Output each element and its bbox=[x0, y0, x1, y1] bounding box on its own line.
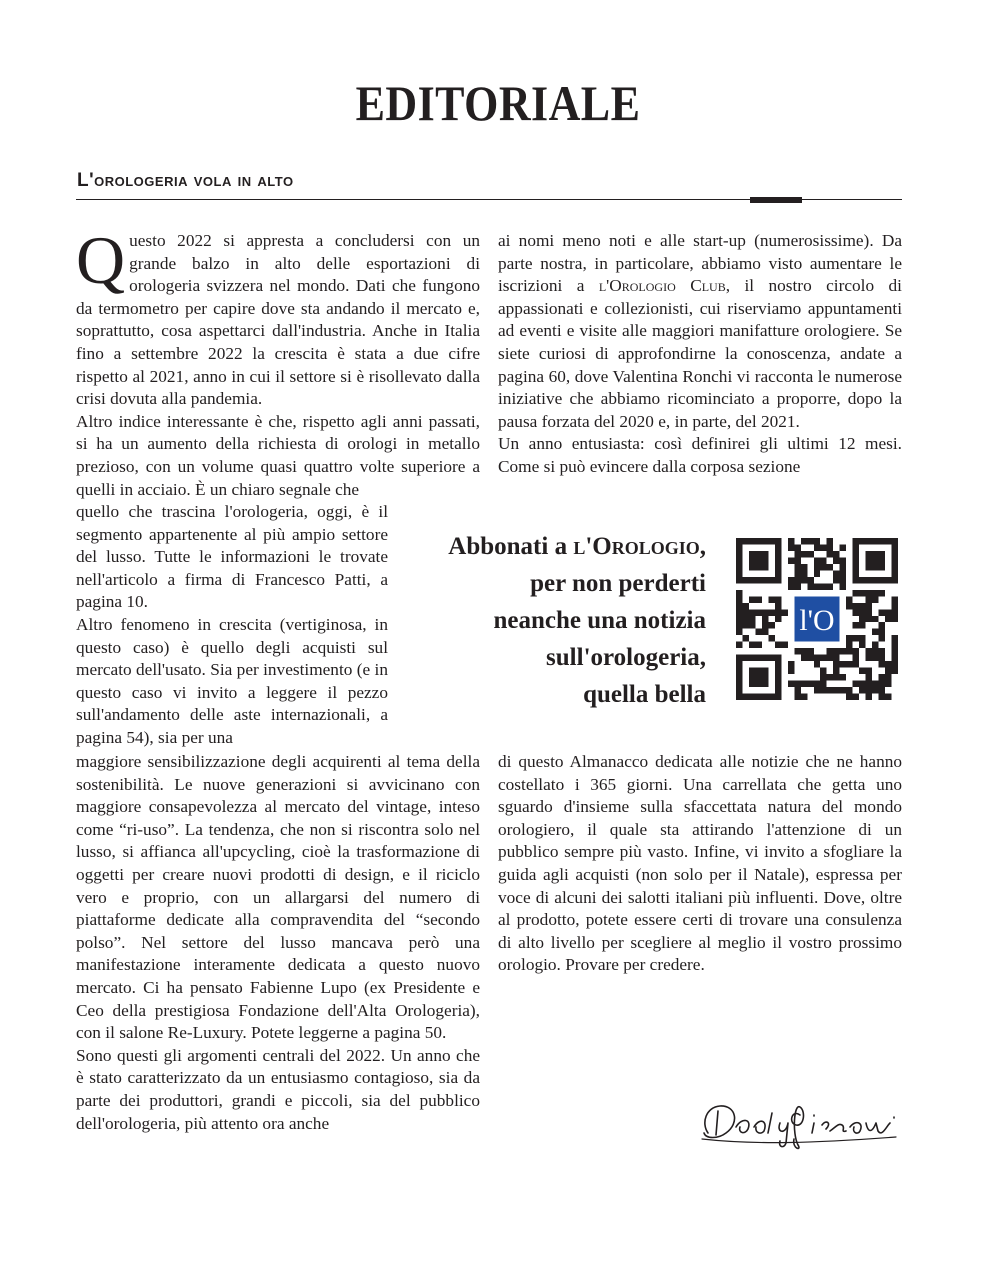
qr-module bbox=[827, 655, 833, 661]
qr-module bbox=[775, 616, 781, 622]
qr-module bbox=[885, 609, 891, 615]
promo-line-2: per non perderti bbox=[530, 570, 706, 597]
qr-module bbox=[749, 642, 755, 648]
qr-module bbox=[859, 622, 865, 628]
qr-module bbox=[872, 681, 878, 687]
qr-module bbox=[853, 648, 859, 654]
qr-module bbox=[801, 655, 807, 661]
qr-module bbox=[840, 687, 846, 693]
qr-module bbox=[892, 661, 898, 667]
qr-module bbox=[885, 681, 891, 687]
qr-module bbox=[788, 577, 794, 583]
qr-module bbox=[833, 557, 839, 563]
section-subtitle: L'orologeria vola in alto bbox=[77, 170, 294, 191]
qr-module bbox=[788, 681, 794, 687]
qr-module bbox=[749, 622, 755, 628]
qr-module bbox=[794, 681, 800, 687]
paragraph-metals: Altro indice interessante è che, rispetto agli anni passati, si ha un aumento della richiesta di orologi in metallo prezioso, con un volume quasi quattro volte superiore a quelli in acciaio. È un chiaro segnale che bbox=[76, 411, 480, 499]
qr-module bbox=[885, 661, 891, 667]
qr-module bbox=[762, 616, 768, 622]
qr-module bbox=[814, 661, 820, 667]
qr-module bbox=[801, 570, 807, 576]
qr-module bbox=[892, 596, 898, 602]
qr-module bbox=[827, 564, 833, 570]
qr-module bbox=[833, 655, 839, 661]
qr-module bbox=[736, 603, 742, 609]
qr-module bbox=[827, 674, 833, 680]
qr-module bbox=[755, 629, 761, 635]
qr-module bbox=[879, 694, 885, 700]
qr-module bbox=[859, 603, 865, 609]
qr-module bbox=[879, 648, 885, 654]
qr-module bbox=[866, 681, 872, 687]
promo-line-3: neanche una notizia bbox=[493, 607, 706, 634]
promo-line-5: quella bella bbox=[583, 681, 706, 708]
qr-module bbox=[736, 616, 742, 622]
qr-module bbox=[742, 609, 748, 615]
qr-module bbox=[892, 616, 898, 622]
qr-module bbox=[879, 687, 885, 693]
qr-module bbox=[807, 577, 813, 583]
qr-module bbox=[833, 570, 839, 576]
editor-signature bbox=[696, 1093, 902, 1153]
qr-module bbox=[885, 668, 891, 674]
qr-module bbox=[742, 622, 748, 628]
qr-module bbox=[833, 577, 839, 583]
qr-module bbox=[859, 642, 865, 648]
qr-module bbox=[866, 609, 872, 615]
qr-module bbox=[814, 583, 820, 589]
qr-module bbox=[807, 648, 813, 654]
qr-module bbox=[794, 557, 800, 563]
qr-module bbox=[736, 642, 742, 648]
qr-module bbox=[866, 596, 872, 602]
qr-module bbox=[853, 590, 859, 596]
qr-module bbox=[853, 603, 859, 609]
qr-module bbox=[866, 590, 872, 596]
qr-module bbox=[814, 570, 820, 576]
qr-module bbox=[801, 538, 807, 544]
left-column-top bbox=[76, 222, 480, 501]
qr-module bbox=[872, 648, 878, 654]
brand-name: l'Orologio bbox=[573, 533, 700, 560]
qr-module bbox=[807, 551, 813, 557]
qr-module bbox=[736, 629, 742, 635]
promo-line-1: Abbonati a l'Orologio, bbox=[448, 533, 706, 560]
qr-module bbox=[866, 687, 872, 693]
qr-module bbox=[801, 681, 807, 687]
qr-module bbox=[801, 551, 807, 557]
qr-module bbox=[755, 642, 761, 648]
qr-module bbox=[879, 674, 885, 680]
qr-module bbox=[840, 544, 846, 550]
qr-module bbox=[866, 655, 872, 661]
qr-module bbox=[885, 616, 891, 622]
qr-module bbox=[872, 590, 878, 596]
qr-module bbox=[788, 538, 794, 544]
qr-module bbox=[859, 681, 865, 687]
paragraph-luxury: quello che trascina l'orologeria, oggi, è il segmento appartenente al più ampio settore del lusso. Tutte le informazioni le trovate nell'articolo a firma di Francesco Patti, a pagina 10. bbox=[76, 502, 388, 612]
qr-module bbox=[807, 655, 813, 661]
qr-module bbox=[866, 668, 872, 674]
qr-module bbox=[820, 674, 826, 680]
qr-module bbox=[794, 687, 800, 693]
qr-module bbox=[846, 642, 852, 648]
qr-module bbox=[820, 687, 826, 693]
qr-module bbox=[827, 551, 833, 557]
qr-module bbox=[872, 616, 878, 622]
qr-module bbox=[807, 583, 813, 589]
club-name: l'Orologio Club bbox=[598, 276, 726, 296]
qr-module bbox=[853, 655, 859, 661]
qr-module bbox=[892, 668, 898, 674]
qr-module bbox=[846, 687, 852, 693]
qr-module bbox=[788, 661, 794, 667]
qr-module bbox=[762, 629, 768, 635]
paragraph-sustainability: maggiore sensibilizzazione degli acquirenti al tema della sostenibilità. Le nuove generazioni si avvicinano con maggiore consapevolezza al mercato del vintage, inteso come “ri-uso”. La tendenza, che non si riscontra solo nel lusso, si affianca all'upcycling, cioè la trasformazione di oggetti per creare nuovi prodotti di design, e il riciclo vero e proprio, con un allargarsi del numero di piattaforme dedicate alla compravendita del “secondo polso”. Nel settore del lusso mancava però una manifestazione interamente dedicata a questo nuovo mercato. Ci ha pensato Fabienne Lupo (ex Presidente e Ceo della prestigiosa Fondazione dell'Alta Orologeria), con il salone Re-Luxury. Potete leggerne a pagina 50. bbox=[76, 752, 480, 1043]
qr-module bbox=[879, 661, 885, 667]
qr-module bbox=[892, 655, 898, 661]
qr-module bbox=[827, 583, 833, 589]
qr-module bbox=[833, 551, 839, 557]
qr-module bbox=[736, 609, 742, 615]
header-rule-tab bbox=[750, 197, 802, 203]
qr-module bbox=[814, 538, 820, 544]
qr-module bbox=[742, 635, 748, 641]
qr-module bbox=[768, 635, 774, 641]
qr-module bbox=[872, 655, 878, 661]
qr-module bbox=[794, 648, 800, 654]
qr-module bbox=[820, 668, 826, 674]
qr-module bbox=[840, 674, 846, 680]
qr-module bbox=[885, 674, 891, 680]
qr-module bbox=[762, 609, 768, 615]
qr-module bbox=[840, 648, 846, 654]
qr-module bbox=[853, 635, 859, 641]
paragraph-club: ai nomi meno noti e alle start-up (numerosissime). Da parte nostra, in particolare, abbiamo visto aumentare le iscrizioni a l'Orologio Club, il nostro circolo di appassionati e collezionisti, cui riserviamo appuntamenti ad eventi e visite alle maggiori manifatture orologiere. Se siete curiosi di approfondirne la conoscenza, andate a pagina 60, dove Valentina Ronchi vi racconta le numerose iniziative che abbiamo ricominciato a proporre, dopo la pausa forzata del 2020 e, in parte, del 2021. bbox=[498, 231, 902, 431]
qr-module bbox=[794, 577, 800, 583]
qr-module bbox=[820, 564, 826, 570]
qr-module bbox=[807, 538, 813, 544]
qr-module bbox=[833, 687, 839, 693]
qr-module bbox=[859, 590, 865, 596]
qr-module bbox=[833, 648, 839, 654]
qr-module bbox=[736, 622, 742, 628]
qr-module bbox=[736, 596, 742, 602]
qr-module bbox=[872, 629, 878, 635]
qr-module bbox=[879, 590, 885, 596]
qr-module bbox=[801, 648, 807, 654]
qr-module bbox=[801, 694, 807, 700]
qr-module bbox=[814, 687, 820, 693]
qr-module bbox=[820, 557, 826, 563]
qr-module bbox=[801, 577, 807, 583]
drop-cap: Q bbox=[76, 222, 126, 298]
qr-module bbox=[775, 603, 781, 609]
qr-module bbox=[879, 622, 885, 628]
qr-module bbox=[840, 557, 846, 563]
qr-module bbox=[879, 635, 885, 641]
qr-module bbox=[866, 603, 872, 609]
qr-module bbox=[840, 583, 846, 589]
qr-module bbox=[859, 609, 865, 615]
qr-module bbox=[879, 609, 885, 615]
qr-module bbox=[840, 570, 846, 576]
qr-module bbox=[833, 674, 839, 680]
qr-module bbox=[749, 616, 755, 622]
qr-module bbox=[866, 648, 872, 654]
qr-module bbox=[892, 642, 898, 648]
qr-module bbox=[866, 694, 872, 700]
qr-module bbox=[794, 551, 800, 557]
qr-module bbox=[833, 661, 839, 667]
qr-module bbox=[794, 570, 800, 576]
qr-module bbox=[781, 642, 787, 648]
paragraph-intro: Questo 2022 si appresta a concludersi con un grande balzo in alto delle esportazioni di orologeria svizzera nel mondo. Dati che fungono da termometro per capire dove sta andando il mercato e, soprattutto, cosa aspettarci dall'industria. Anche in Italia fino a settembre 2022 la crescita è stata a due cifre rispetto al 2021, anno in cui il settore si è risollevato dalla crisi dovuta alla pandemia. bbox=[76, 222, 480, 409]
qr-module bbox=[866, 616, 872, 622]
qr-module bbox=[781, 609, 787, 615]
qr-module bbox=[788, 583, 794, 589]
qr-module bbox=[801, 564, 807, 570]
qr-logo-text: l'O bbox=[799, 604, 835, 638]
qr-module bbox=[749, 609, 755, 615]
qr-module bbox=[788, 668, 794, 674]
qr-module bbox=[840, 564, 846, 570]
qr-module bbox=[788, 557, 794, 563]
qr-module bbox=[814, 681, 820, 687]
qr-module bbox=[892, 635, 898, 641]
qr-module bbox=[866, 674, 872, 680]
qr-module bbox=[853, 609, 859, 615]
subscribe-promo bbox=[400, 528, 706, 713]
paragraph-central-topics: Sono questi gli argomenti centrali del 2022. Un anno che è stato caratterizzato da un entusiasmo contagioso, sia da parte dei produttori, grandi e piccoli, sia del pubblico dell'orologeria, più attento ora anche bbox=[76, 1045, 480, 1133]
qr-module bbox=[827, 538, 833, 544]
qr-module bbox=[859, 616, 865, 622]
qr-module bbox=[853, 681, 859, 687]
page-title: EDITORIALE bbox=[355, 75, 641, 131]
qr-module bbox=[853, 622, 859, 628]
qr-module bbox=[827, 544, 833, 550]
left-column-narrow bbox=[76, 501, 388, 750]
subscribe-qr-code[interactable] bbox=[736, 538, 898, 700]
qr-module bbox=[794, 544, 800, 550]
qr-module bbox=[879, 629, 885, 635]
qr-module bbox=[846, 694, 852, 700]
qr-module bbox=[872, 596, 878, 602]
qr-module bbox=[794, 564, 800, 570]
qr-module bbox=[807, 681, 813, 687]
qr-module bbox=[827, 687, 833, 693]
qr-module bbox=[879, 681, 885, 687]
promo-line-4: sull'orologeria, bbox=[546, 644, 706, 671]
qr-module bbox=[775, 596, 781, 602]
right-column-bottom bbox=[498, 751, 902, 977]
qr-module bbox=[742, 603, 748, 609]
qr-module bbox=[853, 694, 859, 700]
qr-module bbox=[768, 596, 774, 602]
qr-module bbox=[788, 544, 794, 550]
qr-module bbox=[794, 694, 800, 700]
qr-module bbox=[846, 603, 852, 609]
qr-module bbox=[820, 544, 826, 550]
qr-module bbox=[853, 661, 859, 667]
qr-module bbox=[755, 596, 761, 602]
qr-module bbox=[768, 622, 774, 628]
qr-module bbox=[749, 596, 755, 602]
right-column-top bbox=[498, 230, 902, 479]
qr-module bbox=[885, 694, 891, 700]
qr-module bbox=[736, 590, 742, 596]
qr-module bbox=[872, 687, 878, 693]
qr-module bbox=[859, 687, 865, 693]
paragraph-used-market: Altro fenomeno in crescita (vertiginosa, in questo caso) è quello degli acquisti sul mercato dell'usato. Sia per investimento (e in questo caso vi invito a leggere il pezzo sull'andamento delle aste internazionali, a pagina 54), sia per una bbox=[76, 614, 388, 747]
qr-module bbox=[775, 642, 781, 648]
qr-module bbox=[814, 557, 820, 563]
qr-module bbox=[814, 564, 820, 570]
qr-module bbox=[768, 609, 774, 615]
qr-module bbox=[820, 583, 826, 589]
qr-module bbox=[762, 622, 768, 628]
qr-module bbox=[872, 642, 878, 648]
qr-module bbox=[846, 596, 852, 602]
qr-module bbox=[820, 681, 826, 687]
qr-module bbox=[892, 609, 898, 615]
qr-module bbox=[859, 635, 865, 641]
qr-module bbox=[879, 655, 885, 661]
qr-module bbox=[859, 668, 865, 674]
qr-module bbox=[840, 577, 846, 583]
qr-module bbox=[833, 668, 839, 674]
qr-module bbox=[846, 648, 852, 654]
qr-module bbox=[814, 544, 820, 550]
qr-module bbox=[814, 655, 820, 661]
qr-module bbox=[846, 661, 852, 667]
qr-module bbox=[840, 661, 846, 667]
qr-module bbox=[820, 655, 826, 661]
paragraph-almanac: di questo Almanacco dedicata alle notizie che ne hanno costellato i 365 giorni. Una carrellata che getta uno sguardo d'insieme sulla sfaccettata natura del mondo orologiero, il quale sta attirando l'attenzione di un pubblico sempre più vasto. Infine, vi invito a sfogliare la guida agli acquisti (non solo per il Natale), espressa per voce di alcuni dei salotti italiani più influenti. Dove, oltre al prodotto, potete essere certi di trovare una consulenza di alto livello per scegliere al meglio il vostro prossimo orologio. Provare per credere. bbox=[498, 752, 902, 975]
qr-module bbox=[846, 635, 852, 641]
paragraph-enthusiastic-year: Un anno entusiasta: così definirei gli ultimi 12 mesi. Come si può evincere dalla corposa sezione bbox=[498, 434, 902, 476]
qr-module bbox=[794, 583, 800, 589]
qr-module bbox=[827, 648, 833, 654]
qr-module bbox=[892, 648, 898, 654]
qr-module bbox=[892, 603, 898, 609]
left-column-bottom bbox=[76, 751, 480, 1135]
qr-module bbox=[775, 609, 781, 615]
qr-module bbox=[755, 609, 761, 615]
qr-module bbox=[742, 616, 748, 622]
